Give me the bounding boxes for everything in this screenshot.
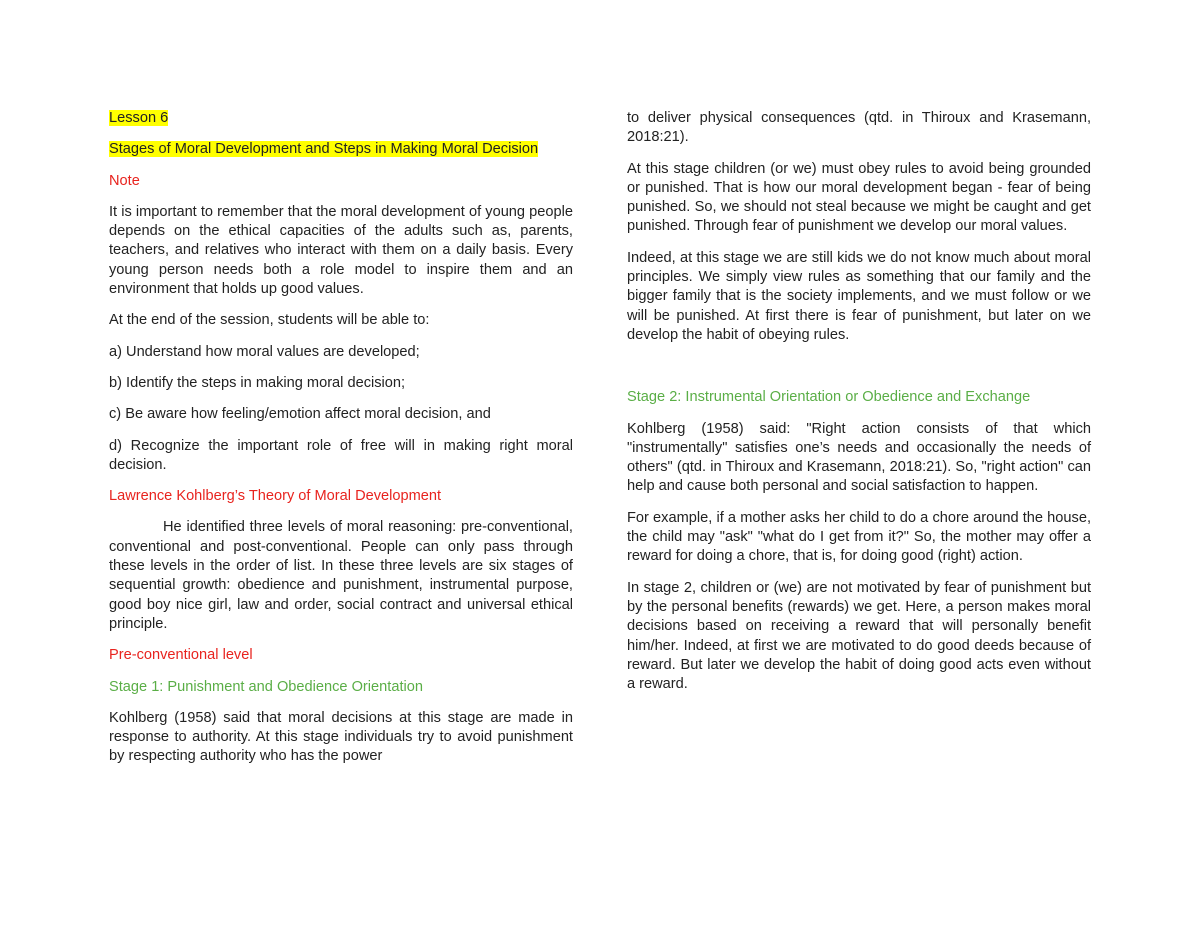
stage2-paragraph-3: In stage 2, children or (we) are not motivated by fear of punishment but by the personal benefits (rewards) we get. Here, a person makes moral decisions based on receiving a reward that will personally benefit him/her. Indeed, at first we are motivated to do good deeds because of reward. But later we develop the habit of doing good acts even without a reward. bbox=[627, 579, 1091, 693]
right-column bbox=[627, 109, 1091, 706]
intro-paragraph: It is important to remember that the moral development of young people depends on the ethical capacities of the adults such as, parents, teachers, and relatives who interact with them on a daily basis. Every young person needs both a role model to inspire them and an environment that holds up good values. bbox=[109, 203, 573, 298]
document-title bbox=[109, 140, 573, 159]
section-gap bbox=[627, 357, 1091, 388]
theory-paragraph: He identified three levels of moral reasoning: pre-conventional, conventional and post-conventional. People can only pass through these levels in the order of list. In these three levels are six stages of sequential growth: obedience and punishment, instrumental purpose, good boy nice girl, law and order, social contract and universal ethical principle. bbox=[109, 519, 573, 632]
lesson-label-text: Lesson 6 bbox=[109, 110, 169, 126]
objective-item: d) Recognize the important role of free will in making right moral decision. bbox=[109, 437, 573, 473]
objective-item: c) Be aware how feeling/emotion affect moral decision, and bbox=[109, 406, 491, 423]
left-column bbox=[109, 109, 573, 779]
document-title-text: Stages of Moral Development and Steps in Making Moral Decision bbox=[109, 141, 539, 158]
objective-item: a) Understand how moral values are developed; bbox=[109, 343, 420, 360]
stage2-paragraph-1: Kohlberg (1958) said: "Right action consists of that which "instrumentally" satisfies one’s needs and occasionally the needs of others" (qtd. in Thiroux and Krasemann, 2018:21). So, "right action" can help and cause both personal and social satisfaction to happen. bbox=[627, 420, 1091, 495]
stage1-paragraph-2: At this stage children (or we) must obey rules to avoid being grounded or punished. That is how our moral development began - fear of being punished. So, we should not steal because we might be caught and get punished. Through fear of punishment we develop our moral values. bbox=[627, 160, 1091, 235]
lesson-label bbox=[109, 109, 573, 128]
stage1-continuation: to deliver physical consequences (qtd. in Thiroux and Krasemann, 2018:21). bbox=[627, 110, 1091, 146]
level-heading: Pre-conventional level bbox=[109, 647, 253, 664]
note-heading: Note bbox=[109, 172, 140, 189]
objectives-intro: At the end of the session, students will be able to: bbox=[109, 312, 430, 329]
theory-heading: Lawrence Kohlberg’s Theory of Moral Development bbox=[109, 488, 442, 505]
stage1-heading: Stage 1: Punishment and Obedience Orientation bbox=[109, 678, 423, 695]
objective-item: b) Identify the steps in making moral decision; bbox=[109, 374, 406, 391]
stage1-paragraph: Kohlberg (1958) said that moral decisions at this stage are made in response to authority. At this stage individuals try to avoid punishment by respecting authority who has the power bbox=[109, 709, 573, 765]
stage2-paragraph-2: For example, if a mother asks her child to do a chore around the house, the child may "ask" "what do I get from it?" So, the mother may offer a reward for doing a chore, that is, for doing good (right) action. bbox=[627, 509, 1091, 565]
stage2-heading: Stage 2: Instrumental Orientation or Obedience and Exchange bbox=[627, 389, 1031, 406]
stage1-paragraph-3: Indeed, at this stage we are still kids we do not know much about moral principles. We simply view rules as something that our family and the bigger family that is the society implements, and we must follow or we will be punished. At first there is fear of punishment, but later on we develop the habit of obeying rules. bbox=[627, 249, 1091, 343]
